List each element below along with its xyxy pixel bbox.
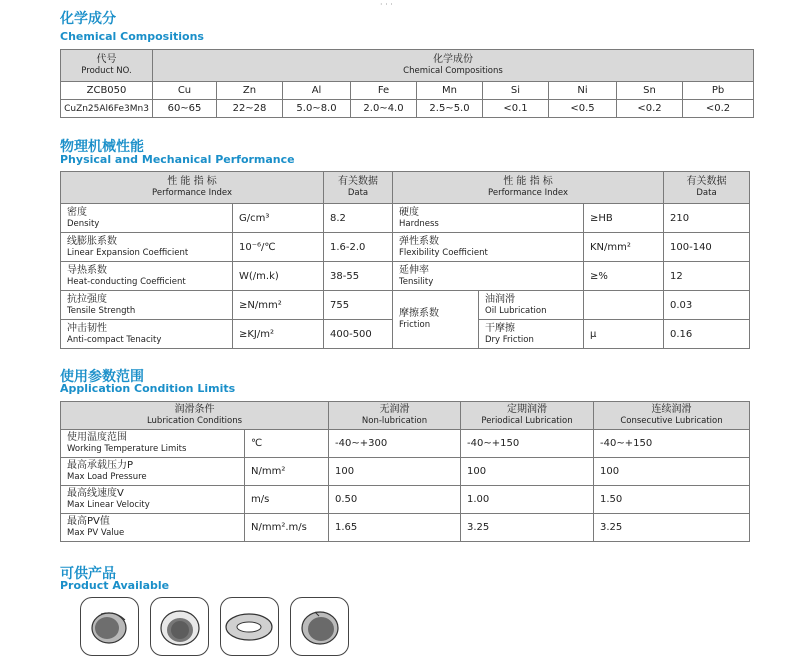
header-fragment: · · ·: [380, 0, 393, 9]
load-consecutive: 100: [594, 458, 750, 486]
app-title-cn: 使用参数范围: [60, 369, 144, 385]
composition-header: 化学成份 Chemical Compositions: [153, 50, 754, 82]
product-code: ZCB050: [61, 82, 153, 100]
temperature-periodical: -40~+150: [461, 430, 594, 458]
table-row: [61, 291, 750, 320]
dry-friction-label: 干摩擦 Dry Friction: [479, 320, 584, 349]
dry-friction-value: 0.16: [664, 320, 750, 349]
tenacity-value: 400-500: [324, 320, 393, 349]
table-row: [61, 486, 750, 514]
friction-label: 摩擦系数 Friction: [393, 291, 479, 349]
hardness-value: 210: [664, 204, 750, 233]
density-label: 密度 Density: [61, 204, 233, 233]
element-mn: Mn: [417, 82, 483, 100]
tenacity-unit: ≥KJ/m²: [233, 320, 324, 349]
dry-friction-unit: μ: [584, 320, 664, 349]
tenacity-label: 冲击韧性 Anti-compact Tenacity: [61, 320, 233, 349]
hardness-label: 硬度 Hardness: [393, 204, 584, 233]
non-lubrication-header: 无润滑 Non-lubrication: [329, 402, 461, 430]
phys-title-en: Physical and Mechanical Performance: [60, 153, 295, 166]
load-non: 100: [329, 458, 461, 486]
value-mn: 2.5~5.0: [417, 100, 483, 118]
value-si: <0.1: [483, 100, 549, 118]
velocity-unit: m/s: [245, 486, 329, 514]
temperature-label: 使用温度范围 Working Temperature Limits: [61, 430, 245, 458]
value-zn: 22~28: [217, 100, 283, 118]
table-row: [61, 233, 750, 262]
flanged-bushing-icon: [150, 597, 209, 656]
temperature-consecutive: -40~+150: [594, 430, 750, 458]
expansion-unit: 10⁻⁶/℃: [233, 233, 324, 262]
hardness-unit: ≥HB: [584, 204, 664, 233]
product-no-header: 代号 Product NO.: [61, 50, 153, 82]
element-row: [61, 82, 754, 100]
left-data-header: 有关数据 Data: [324, 172, 393, 204]
heat-unit: W(/m.k): [233, 262, 324, 291]
tensile-label: 抗拉强度 Tensile Strength: [61, 291, 233, 320]
chem-title-en: Chemical Compositions: [60, 30, 204, 43]
element-sn: Sn: [617, 82, 683, 100]
oil-lubrication-value: 0.03: [664, 291, 750, 320]
tensility-unit: ≥%: [584, 262, 664, 291]
pv-label: 最高PV值 Max PV Value: [61, 514, 245, 542]
value-fe: 2.0~4.0: [351, 100, 417, 118]
pv-consecutive: 3.25: [594, 514, 750, 542]
element-ni: Ni: [549, 82, 617, 100]
table-row: [61, 262, 750, 291]
tensility-label: 延伸率 Tensility: [393, 262, 584, 291]
table-row: [61, 204, 750, 233]
velocity-non: 0.50: [329, 486, 461, 514]
application-table: [60, 401, 750, 542]
value-row: [61, 100, 754, 118]
table-row: [61, 430, 750, 458]
load-label: 最高承载压力P Max Load Pressure: [61, 458, 245, 486]
oil-lubrication-label: 油润滑 Oil Lubrication: [479, 291, 584, 320]
performance-table: [60, 171, 750, 349]
flexibility-label: 弹性系数 Flexibility Coefficient: [393, 233, 584, 262]
load-periodical: 100: [461, 458, 594, 486]
load-unit: N/mm²: [245, 458, 329, 486]
expansion-label: 线膨胀系数 Linear Expansion Coefficient: [61, 233, 233, 262]
heat-value: 38-55: [324, 262, 393, 291]
element-al: Al: [283, 82, 351, 100]
table-row: [61, 514, 750, 542]
value-ni: <0.5: [549, 100, 617, 118]
sleeve-bushing-icon: [80, 597, 139, 656]
value-pb: <0.2: [683, 100, 754, 118]
flexibility-unit: KN/mm²: [584, 233, 664, 262]
element-cu: Cu: [153, 82, 217, 100]
temperature-unit: ℃: [245, 430, 329, 458]
element-fe: Fe: [351, 82, 417, 100]
tensility-value: 12: [664, 262, 750, 291]
heat-label: 导热系数 Heat-conducting Coefficient: [61, 262, 233, 291]
velocity-consecutive: 1.50: [594, 486, 750, 514]
velocity-periodical: 1.00: [461, 486, 594, 514]
element-zn: Zn: [217, 82, 283, 100]
density-unit: G/cm³: [233, 204, 324, 233]
lubrication-conditions-header: 润滑条件 Lubrication Conditions: [61, 402, 329, 430]
alloy-name: CuZn25Al6Fe3Mn3: [61, 100, 153, 118]
velocity-label: 最高线速度V Max Linear Velocity: [61, 486, 245, 514]
table-row: [61, 458, 750, 486]
plate-bushing-icon: [290, 597, 349, 656]
chem-title-cn: 化学成分: [60, 11, 116, 27]
products-title-en: Product Available: [60, 579, 170, 592]
density-value: 8.2: [324, 204, 393, 233]
left-index-header: 性 能 指 标 Performance Index: [61, 172, 324, 204]
value-al: 5.0~8.0: [283, 100, 351, 118]
value-cu: 60~65: [153, 100, 217, 118]
pv-unit: N/mm².m/s: [245, 514, 329, 542]
element-pb: Pb: [683, 82, 754, 100]
element-si: Si: [483, 82, 549, 100]
thrust-washer-icon: [220, 597, 279, 656]
expansion-value: 1.6-2.0: [324, 233, 393, 262]
app-title-en: Application Condition Limits: [60, 382, 236, 395]
pv-periodical: 3.25: [461, 514, 594, 542]
periodical-lubrication-header: 定期润滑 Periodical Lubrication: [461, 402, 594, 430]
pv-non: 1.65: [329, 514, 461, 542]
flexibility-value: 100-140: [664, 233, 750, 262]
consecutive-lubrication-header: 连续润滑 Consecutive Lubrication: [594, 402, 750, 430]
chemical-table: [60, 49, 754, 118]
right-data-header: 有关数据 Data: [664, 172, 750, 204]
phys-title-cn: 物理机械性能: [60, 139, 144, 155]
value-sn: <0.2: [617, 100, 683, 118]
tensile-value: 755: [324, 291, 393, 320]
tensile-unit: ≥N/mm²: [233, 291, 324, 320]
oil-lubrication-unit: [584, 291, 664, 320]
temperature-non: -40~+300: [329, 430, 461, 458]
products-title-cn: 可供产品: [60, 566, 116, 582]
right-index-header: 性 能 指 标 Performance Index: [393, 172, 664, 204]
